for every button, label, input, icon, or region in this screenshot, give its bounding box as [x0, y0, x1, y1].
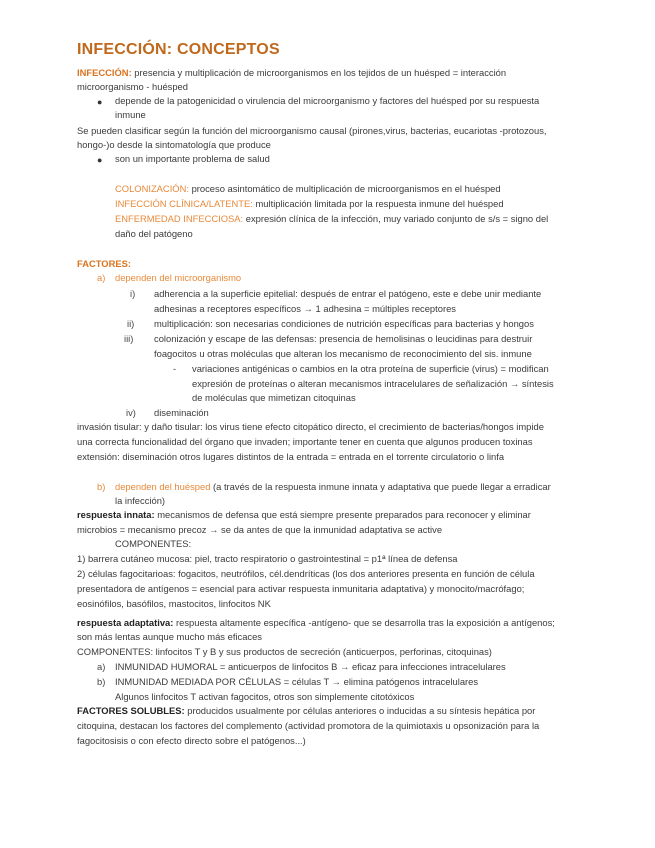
list-marker: a): [97, 272, 106, 283]
infeccion-text: presencia y multiplicación de microorganismos en los tejidos de un huésped = interacción: [131, 67, 507, 78]
innata-item-1: 1) barrera cutáneo mucosa: piel, tracto respiratorio o gastrointestinal = p1ª línea de defensa: [77, 553, 458, 564]
innata-item-2-cont: presentadora de antígenos = esencial para activar respuesta inmunitaria adaptativa) y monocito/macrófago;: [77, 583, 525, 594]
factores-microorganismo-label: dependen del microorganismo: [115, 272, 242, 283]
respuesta-innata-text: mecanismos de defensa que está siempre presente preparados para reconocer y eliminar: [154, 509, 531, 520]
inmunidad-humoral-text: INMUNIDAD HUMORAL = anticuerpos de linfocitos B → eficaz para infecciones intracelulares: [115, 661, 506, 672]
bullet-text-cont: inmune: [115, 109, 146, 120]
adherencia-text: adherencia a la superficie epitelial: después de entrar el patógeno, este e debe unir mediante: [154, 288, 542, 299]
enfermedad-infecciosa-term: ENFERMEDAD INFECCIOSA:: [115, 213, 244, 224]
factores-solubles-line: [77, 704, 535, 718]
factores-solubles-text: producidos usualmente por células anteriores o inducidas a su síntesis hepática por: [184, 705, 536, 716]
inmunidad-celular-cont: Algunos linfocitos T activan fagocitos, otros son simplemente citotóxicos: [115, 691, 415, 702]
enfermedad-infecciosa-text: expresión clínica de la infección, muy variado conjunto de s/s = signo del: [243, 213, 549, 224]
infeccion-term: INFECCIÓN:: [77, 67, 132, 78]
list-marker: b): [97, 481, 106, 492]
factores-huesped-label: dependen del huésped: [115, 481, 211, 492]
adaptativa-componentes: COMPONENTES: linfocitos T y B y sus productos de secreción (anticuerpos, perforinas, citoquinas): [77, 646, 492, 657]
bullet-dot-icon: ●: [97, 97, 103, 107]
list-marker: -: [173, 363, 177, 374]
innata-item-2-cont: eosinófilos, basófilos, mastocitos, linfocitos NK: [77, 598, 271, 609]
bullet-text: son un importante problema de salud: [115, 153, 270, 164]
list-marker: iv): [126, 407, 136, 418]
respuesta-innata-term: respuesta innata:: [77, 509, 155, 520]
diseminacion-text: diseminación: [154, 407, 209, 418]
innata-componentes-label: COMPONENTES:: [115, 538, 192, 549]
variaciones-text: variaciones antigénicas o cambios en la otra proteína de superficie (virus) = modifican: [192, 363, 549, 374]
colonizacion-escape-cont: foagocitos u otras moléculas que alteran los mecanismo de reconocimiento del sis. inmune: [154, 348, 532, 359]
list-marker: a): [97, 661, 106, 672]
colonizacion-definition: [115, 182, 501, 196]
classify-text: Se pueden clasificar según la función del microorganismo causal (pirones,virus, bacterias, eucariotas -protozous,: [77, 125, 547, 136]
bullet-dot-icon: ●: [97, 155, 103, 165]
factores-huesped-cont: la infección): [115, 495, 166, 506]
enfermedad-infecciosa-cont: daño del patógeno: [115, 228, 193, 239]
factores-solubles-term: FACTORES SOLUBLES:: [77, 705, 185, 716]
list-marker: i): [130, 288, 136, 299]
infeccion-definition-cont: microorganismo - huésped: [77, 81, 188, 92]
page-title: INFECCIÓN: CONCEPTOS: [77, 41, 280, 58]
colonizacion-text: proceso asintomático de multiplicación de microorganismos en el huésped: [188, 183, 501, 194]
extension-text: extensión: diseminación otros lugares distintos de la entrada = entrada en el torrente circulatorio o linfa: [77, 451, 505, 462]
respuesta-adaptativa-cont: son más lentas aunque mucho más eficaces: [77, 631, 262, 642]
multiplicacion-text: multiplicación: son necesarias condiciones de nutrición específicas para bacterias y hongos: [154, 318, 534, 329]
bullet-text: depende de la patogenicidad o virulencia del microorganismo y factores del huésped por su respuesta: [115, 95, 540, 106]
infeccion-clinica-text: multiplicación limitada por la respuesta inmune del huésped: [252, 198, 504, 209]
list-marker: iii): [124, 333, 134, 344]
enfermedad-infecciosa-definition: [115, 212, 548, 226]
respuesta-innata-line: [77, 508, 531, 522]
respuesta-adaptativa-line: [77, 616, 555, 630]
factores-huesped-line: [115, 480, 551, 494]
infeccion-clinica-term: INFECCIÓN CLÍNICA/LATENTE:: [115, 198, 253, 209]
variaciones-text-cont: de moléculas que mimetizan citoquinas: [192, 392, 356, 403]
adherencia-text-cont: adhesinas a receptores específicos → 1 adhesina = múltiples receptores: [154, 303, 456, 314]
respuesta-innata-cont: microbios = mecanismo precoz → se da antes de que la inmunidad adaptativa se active: [77, 524, 443, 535]
colonizacion-term: COLONIZACIÓN:: [115, 183, 189, 194]
factores-solubles-cont: citoquina, destacan los factores del complemento (actividad promotora de la quimiotaxis u opsonización para la: [77, 720, 540, 731]
list-marker: ii): [127, 318, 135, 329]
classify-text-cont: hongo-)o desde la sintomatología que produce: [77, 139, 271, 150]
inmunidad-celular-text: INMUNIDAD MEDIADA POR CÉLULAS = células T → elimina patógenos intracelulares: [115, 676, 479, 687]
infeccion-clinica-definition: [115, 197, 504, 211]
factores-huesped-text: (a través de la respuesta inmune innata y adaptativa que puede llegar a erradicar: [210, 481, 551, 492]
infeccion-definition-line: [77, 66, 506, 80]
respuesta-adaptativa-text: respuesta altamente específica -antígeno- que se desarrolla tras la exposición a antígenos;: [173, 617, 555, 628]
respuesta-adaptativa-term: respuesta adaptativa:: [77, 617, 174, 628]
colonizacion-escape-text: colonización y escape de las defensas: presencia de hemolisinas o leucidinas para destruir: [154, 333, 533, 344]
variaciones-text-cont: expresión de proteínas o alteran mecanismos intracelulares de señalización → síntesis: [192, 378, 554, 389]
factores-solubles-cont: fagocitosisis o con efecto directo sobre el patógenos...): [77, 735, 306, 746]
list-marker: b): [97, 676, 106, 687]
invasion-text-cont: una correcta funcionalidad del órgano que invaden; importante tener en cuenta que algunos producen toxinas: [77, 436, 533, 447]
factores-heading: FACTORES:: [77, 258, 131, 269]
invasion-text: invasión tisular: y daño tisular: los virus tiene efecto citopático directo, el crecimiento de bacterias/hongos impide: [77, 421, 544, 432]
innata-item-2: 2) células fagocitarioas: fogacitos, neutrófilos, cél.dendríticas (los dos anteriores presenta en función de célula: [77, 568, 535, 579]
